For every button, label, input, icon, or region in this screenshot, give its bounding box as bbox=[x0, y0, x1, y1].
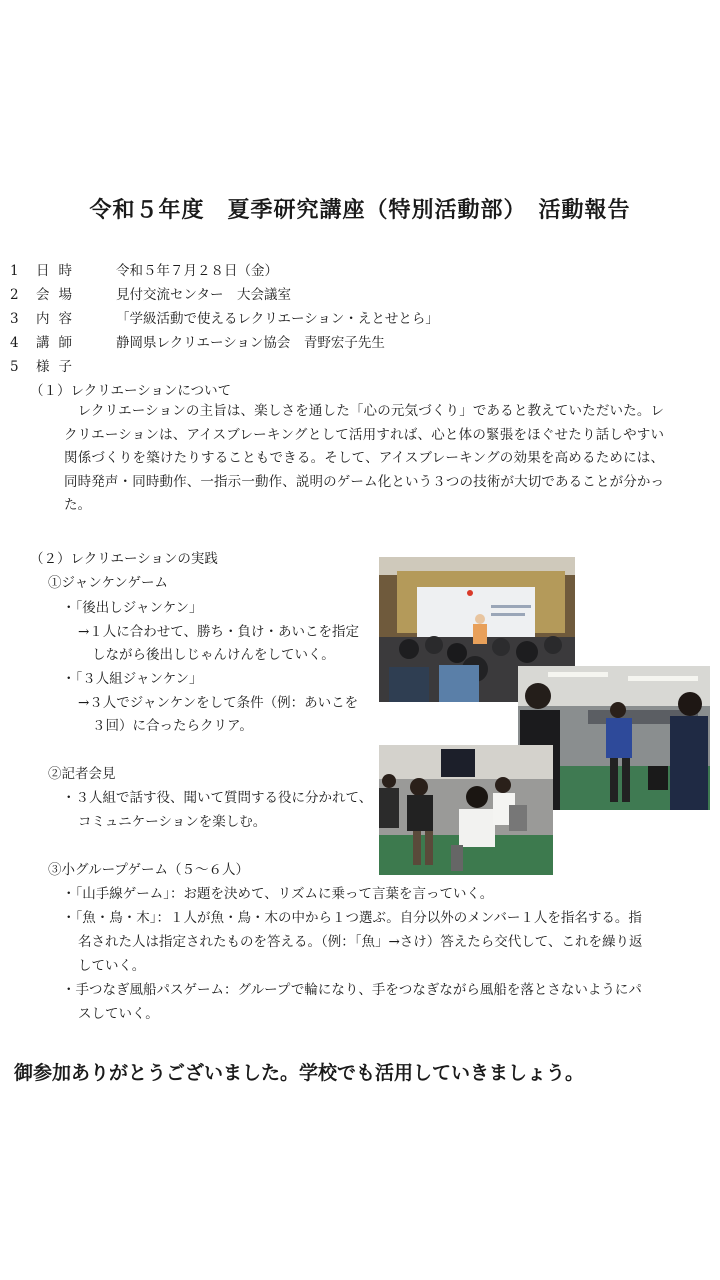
info-row-venue: 2 会場 見付交流センター 大会議室 bbox=[10, 287, 291, 303]
game1-item2-desc1: →３人でジャンケンをして条件（例：あいこを bbox=[78, 695, 359, 711]
game2-title: ②記者会見 bbox=[48, 766, 116, 782]
game3-item2-line2: 名された人は指定されたものを答える。（例：「魚」→さけ）答えたら交代して、これを繰り返 bbox=[78, 934, 643, 950]
game1-item1: ・「後出しジャンケン」 bbox=[62, 600, 203, 616]
section2-heading: （２）レクリエーションの実践 bbox=[30, 551, 218, 567]
info-row-date: 1 日時 令和５年７月２８日（金） bbox=[10, 263, 278, 279]
closing-message: 御参加ありがとうございました。学校でも活用していきましょう。 bbox=[14, 1062, 585, 1084]
game1-item1-desc1: →１人に合わせて、勝ち・負け・あいこを指定 bbox=[78, 624, 360, 640]
game2-desc2: コミュニケーションを楽しむ。 bbox=[78, 814, 267, 830]
section1-heading: （１）レクリエーションについて bbox=[30, 383, 232, 399]
section1-paragraph: レクリエーションの主旨は、楽しさを通した「心の元気づくり」であると教えていただいた。レクリエーションは、アイスブレーキングとして活用すれば、心と体の緊張をほぐせたり話しやすい関係づくりを築けたりすることもできる。そして、アイスブレーキングの効果を高めるためには、同時発声・同時動作、一指示一動作、説明のゲーム化という３つの技術が大切であることが分かった。 bbox=[64, 403, 664, 513]
info-row-lecturer: 4 講師 静岡県レクリエーション協会 青野宏子先生 bbox=[10, 335, 385, 351]
game1-item2: ・「３人組ジャンケン」 bbox=[62, 671, 203, 687]
info-row-content: 3 内容 「学級活動で使えるレクリエーション・えとせとら」 bbox=[10, 311, 439, 327]
game2-desc1: ・３人組で話す役、聞いて質問する役に分かれて、 bbox=[62, 790, 373, 806]
game3-item3-line1: ・手つなぎ風船パスゲーム：グループで輪になり、手をつなぎながら風船を落とさないようにパ bbox=[62, 982, 642, 998]
game3-item1: ・「山手線ゲーム」：お題を決めて、リズムに乗って言葉を言っていく。 bbox=[62, 886, 494, 902]
game1-item1-desc2: しながら後出しじゃんけんをしていく。 bbox=[92, 647, 335, 663]
game3-item3-line2: スしていく。 bbox=[78, 1006, 159, 1022]
game1-item2-desc2: ３回）に合ったらクリア。 bbox=[92, 718, 253, 734]
report-title: 令和５年度 夏季研究講座（特別活動部） 活動報告 bbox=[89, 198, 631, 223]
game3-title: ③小グループゲーム（５～６人） bbox=[48, 862, 250, 878]
game3-item2-line3: していく。 bbox=[78, 958, 146, 974]
game1-title: ①ジャンケンゲーム bbox=[48, 575, 169, 591]
info-row-situation: 5 様子 bbox=[10, 359, 81, 375]
photo-press-conference bbox=[379, 745, 553, 875]
game3-item2-line1: ・「魚・鳥・木」：１人が魚・鳥・木の中から１つ選ぶ。自分以外のメンバー１人を指名する。指 bbox=[62, 910, 642, 926]
